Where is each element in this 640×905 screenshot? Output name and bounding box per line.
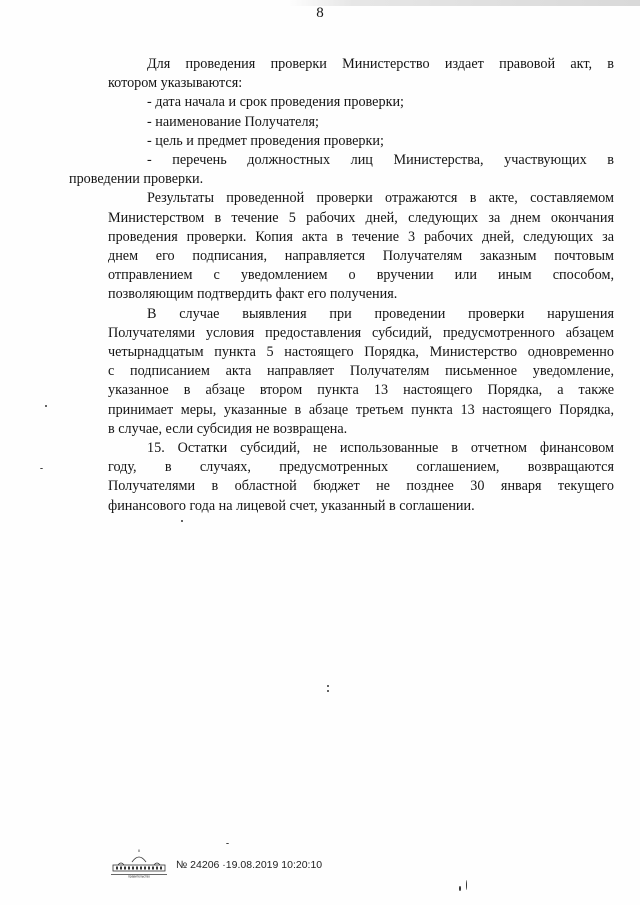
registration-number: № 24206 ·19.08.2019 10:20:10 xyxy=(176,859,323,871)
stamp-label: правительство xyxy=(128,874,150,878)
paragraph-3-line-1: В случае выявления при проведении проверки нарушения xyxy=(147,305,614,322)
paragraph-2 xyxy=(108,189,614,304)
paragraph-3-line-4: с подписанием акта направляет Получателям письменное уведомление, xyxy=(108,363,614,380)
paragraph-2-line-5: отправлением с уведомлением о вручении или иным способом, xyxy=(108,267,614,284)
list-item-4 xyxy=(69,151,614,189)
paragraph-1-line-1: Для проведения проверки Министерство издает правовой акт, в xyxy=(147,56,614,72)
list-item-4-line-2: проведении проверки. xyxy=(69,171,204,188)
paragraph-4-line-4: финансового года на лицевой счет, указанный в соглашении. xyxy=(108,497,475,514)
paragraph-4-line-2: году, в случаях, предусмотренных соглашением, возвращаются xyxy=(108,459,614,476)
list-item-2-text: - наименование Получателя; xyxy=(147,113,319,130)
paragraph-2-line-4: днем его подписания, направляется Получателям заказным почтовым xyxy=(108,248,614,265)
list-item-1-text: - дата начала и срок проведения проверки; xyxy=(147,94,404,111)
scan-speck xyxy=(327,690,329,692)
paragraph-4 xyxy=(108,439,614,516)
list-item-3 xyxy=(108,132,614,151)
document-body xyxy=(69,55,614,516)
list-item-3-text: - цель и предмет проведения проверки; xyxy=(147,132,384,149)
paragraph-3 xyxy=(108,305,614,439)
paragraph-2-line-6: позволяющим подтвердить факт его получения. xyxy=(108,286,398,303)
government-building-stamp-icon xyxy=(110,848,168,878)
page-number: 8 xyxy=(316,5,324,21)
paragraph-2-line-2: Министерством в течение 5 рабочих дней, следующих за днем окончания xyxy=(108,209,614,226)
scan-speck xyxy=(40,468,43,469)
list-item-4-line-1: - перечень должностных лиц Министерства, участвующих в xyxy=(147,152,614,169)
scan-speck xyxy=(459,886,461,891)
scan-speck xyxy=(181,520,183,522)
paragraph-3-line-5: указанное в абзаце втором пункта 13 настоящего Порядка, а также xyxy=(108,382,614,399)
paragraph-3-line-6: принимает меры, указанные в абзаце третьем пункта 13 настоящего Порядка, xyxy=(108,401,614,418)
paragraph-1 xyxy=(108,55,614,93)
scan-speck xyxy=(226,843,229,844)
paragraph-3-line-2: Получателями условия предоставления субсидий, предусмотренного абзацем xyxy=(108,324,614,341)
list-item-2 xyxy=(108,113,614,132)
paragraph-1-line-2: котором указываются: xyxy=(108,75,243,92)
paragraph-3-line-7: в случае, если субсидия не возвращена. xyxy=(108,420,348,437)
scan-speck xyxy=(45,405,47,407)
scan-speck xyxy=(327,685,329,687)
list-item-1 xyxy=(108,93,614,112)
paragraph-4-line-3: Получателями в областной бюджет не позднее 30 января текущего xyxy=(108,478,614,495)
scan-speck xyxy=(466,880,467,890)
paragraph-4-line-1: 15. Остатки субсидий, не использованные в отчетном финансовом xyxy=(147,440,614,457)
paragraph-2-line-3: проведения проверки. Копия акта в течение 3 рабочих дней, следующих за xyxy=(108,228,614,245)
paragraph-2-line-1: Результаты проведенной проверки отражаются в акте, составляемом xyxy=(147,190,614,207)
paragraph-3-line-3: четырнадцатым пункта 5 настоящего Порядка, Министерство одновременно xyxy=(108,344,614,361)
